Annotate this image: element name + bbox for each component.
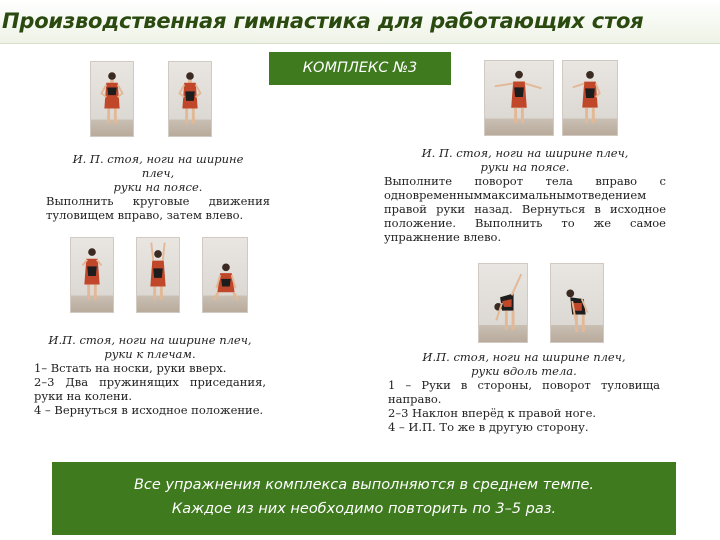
exercise4-step-1: 1 – Руки в стороны, поворот туловища направо. [388, 378, 660, 406]
footer-line-1: Все упражнения комплекса выполняются в среднем темпе. [133, 477, 595, 493]
complex-label: КОМПЛЕКС №3 [269, 52, 451, 85]
woman-figure-icon [137, 238, 179, 312]
woman-figure-icon [485, 61, 553, 135]
woman-figure-icon [169, 62, 211, 136]
exercise1-instruction: Выполнить круговые движения туловищем вправо, затем влево. [46, 194, 270, 222]
exercise4-hands: руки вдоль тела. [471, 364, 577, 378]
woman-figure-icon [91, 62, 133, 136]
woman-figure-icon [563, 61, 617, 135]
woman-figure-icon [203, 238, 247, 312]
exercise2-hands: руки на поясе. [480, 160, 570, 174]
footer-line-2: Каждое из них необходимо повторить по 3–5 раз. [171, 501, 557, 517]
exercise2-start-position: И. П. стоя, ноги на ширине плеч, [421, 146, 629, 160]
page-title: Производственная гимнастика для работающих стоя [2, 9, 644, 33]
exercise3-photo-2 [136, 237, 180, 313]
exercise1-text [46, 152, 270, 222]
woman-figure-icon [71, 238, 113, 312]
exercise2-instruction: Выполните поворот тела вправо с одновременныммаксимальнымотведением правой руки назад. Вернуться в исходное положение. Выполнить то же самое упражнение влево. [384, 174, 666, 244]
exercise1-start-position: И. П. стоя, ноги на ширине [72, 152, 244, 166]
exercise2-text [384, 146, 666, 244]
exercise4-step-2: 2–3 Наклон вперёд к правой ноге. [388, 406, 597, 420]
exercise3-text [34, 333, 266, 417]
exercise2-photo-1 [484, 60, 554, 136]
exercise3-photo-3 [202, 237, 248, 313]
exercise1-start-position-cont: плеч, [141, 166, 175, 180]
exercise3-step-3: 4 – Вернуться в исходное положение. [34, 403, 264, 417]
exercise3-photo-1 [70, 237, 114, 313]
footer-note [52, 462, 676, 535]
exercise3-start-position: И.П. стоя, ноги на ширине плеч, [48, 333, 252, 347]
woman-figure-icon [479, 264, 527, 342]
exercise4-photo-1 [478, 263, 528, 343]
exercise2-photo-2 [562, 60, 618, 136]
exercise3-hands: руки к плечам. [104, 347, 196, 361]
exercise4-step-3: 4 – И.П. То же в другую сторону. [388, 420, 589, 434]
exercise1-hands: руки на поясе. [113, 180, 203, 194]
exercise3-step-2: 2–3 Два пружинящих приседания, руки на колени. [34, 375, 266, 403]
exercise4-start-position: И.П. стоя, ноги на ширине плеч, [422, 350, 626, 364]
exercise3-step-1: 1– Встать на носки, руки вверх. [34, 361, 227, 375]
exercise4-photo-2 [550, 263, 604, 343]
exercise4-text [388, 350, 660, 434]
title-bar [0, 0, 720, 44]
exercise1-photo-1 [90, 61, 134, 137]
exercise1-photo-2 [168, 61, 212, 137]
woman-figure-icon [551, 264, 603, 342]
